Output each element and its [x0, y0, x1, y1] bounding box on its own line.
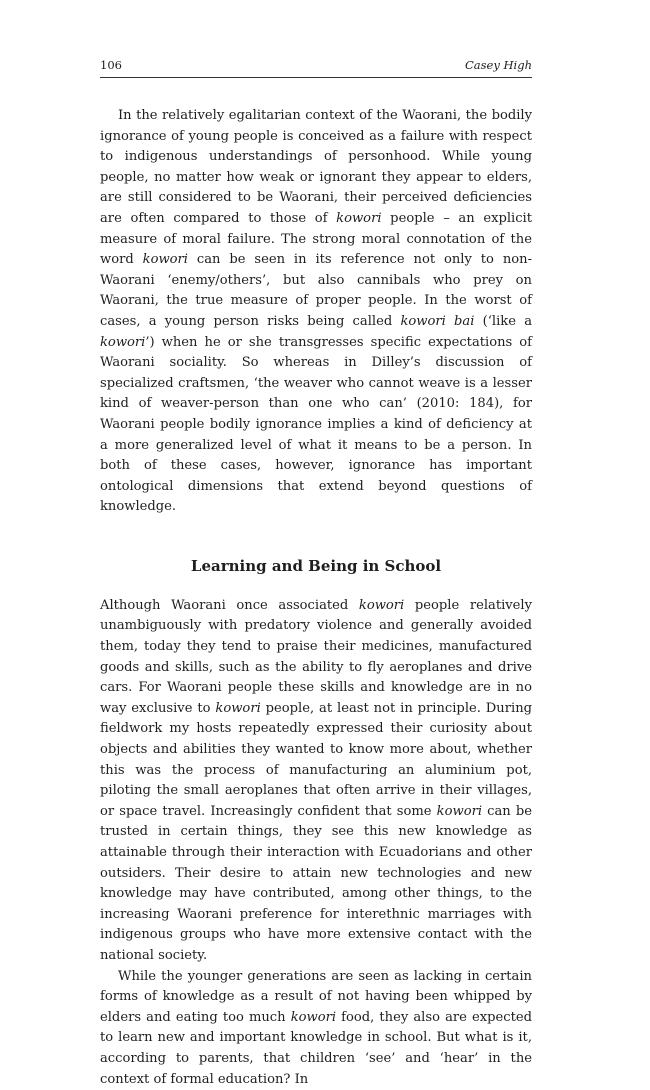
running-head-author: Casey High: [465, 58, 532, 72]
italic-term: kowori: [142, 252, 188, 268]
text-run: food, they also are expected to learn new and important knowledge in school. But what is it, according to parents, that children ‘see’ and ‘hear’ in the context of formal education? In: [100, 1009, 532, 1087]
paragraph-learning: [100, 596, 532, 967]
text-run: ’) when he or she transgresses specific expectations of Waorani sociality. So whereas in Dilley’s discussion of specialized craftsmen, ‘the weaver who cannot weave is a lesser kind of weaver-person than one who can’ (2010: 184), for Waorani people bodily ignorance implies a kind of deficiency at a more generalized level of what it means to be a person. In both of these cases, however, ignorance has important ontological dimensions that extend beyond questions of knowledge.: [100, 334, 532, 515]
italic-term: kowori: [336, 210, 382, 226]
text-run: can be seen in its reference not only to non-Waorani ‘enemy/others’, but also cannibals who prey on Waorani, the true measure of proper people. In the worst of cases, a young person risks being called: [100, 252, 533, 329]
book-page: [100, 58, 532, 1090]
text-run: Although Waorani once associated: [100, 597, 359, 613]
paragraph-personhood: [100, 106, 532, 518]
body-text: [100, 106, 532, 1090]
italic-term: kowori: [215, 700, 261, 716]
italic-term: kowori: [358, 597, 405, 613]
italic-term: kowori bai: [400, 313, 475, 329]
section-heading: Learning and Being in School: [190, 556, 442, 575]
italic-term: kowori: [290, 1009, 337, 1025]
italic-term: kowori: [436, 803, 483, 819]
text-run: In the relatively egalitarian context of the Waorani, the bodily ignorance of young people is conceived as a failure with respect to indigenous understandings of personhood. While young people, no matter how weak or ignorant they appear to elders, are still considered to be Waorani, their perceived deficiencies are often compared to those of: [100, 108, 532, 226]
running-header: [100, 58, 532, 78]
page-number: 106: [100, 58, 122, 72]
text-run: can be trusted in certain things, they see this new knowledge as attainable through their interaction with Ecuadorians and other outsiders. Their desire to attain new technologies and new knowledge may have contributed, among other things, to the increasing Waorani preference for interethnic marriages with indigenous groups who have more extensive contact with the national society.: [100, 803, 532, 963]
text-run: While the younger generations are seen as lacking in certain forms of knowledge as a result of not having been whipped by elders and eating too much: [100, 968, 532, 1025]
text-run: people – an explicit measure of moral failure. The strong moral connotation of the word: [100, 210, 532, 268]
paragraph-school: [100, 967, 532, 1090]
text-run: people relatively unambiguously with predatory violence and generally avoided them, today they tend to praise their medicines, manufactured goods and skills, such as the ability to fly aeroplanes and drive cars. For Waorani people these skills and knowledge are in no way exclusive to: [100, 597, 533, 716]
text-run: people, at least not in principle. During fieldwork my hosts repeatedly expressed their curiosity about objects and abilities they wanted to know more about, whether this was the process of manufacturing an aluminium pot, piloting the small aeroplanes that often arrive in their villages, or space travel. Increasingly confident that some: [100, 700, 533, 819]
text-run: (‘like a: [474, 313, 532, 329]
italic-term: kowori: [100, 334, 146, 350]
